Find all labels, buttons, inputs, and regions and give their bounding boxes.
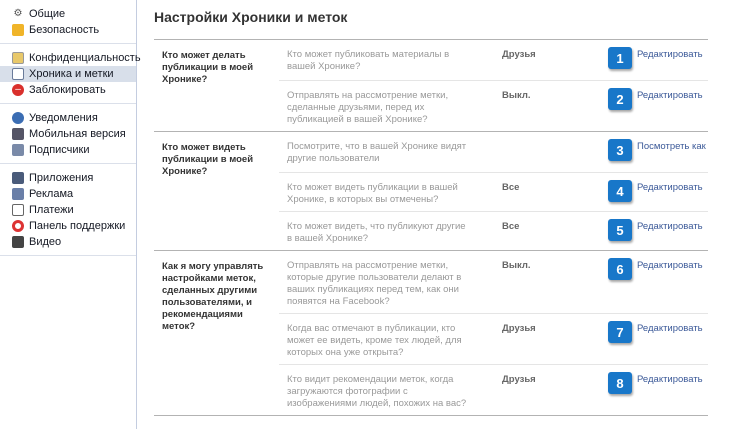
step-number-badge: 4 (608, 180, 632, 202)
setting-question: Отправлять на рассмотрение метки, которые другие пользователи делают в ваших публикациях перед тем, как они появятся на Facebook? (287, 260, 462, 307)
lock-icon (12, 52, 24, 64)
setting-question: Когда вас отмечают в публикации, кто может ее видеть, кроме тех людей, для которых она уже открыта? (287, 323, 462, 358)
sidebar-item[interactable] (0, 234, 136, 250)
sidebar-item-label: Платежи (29, 204, 74, 216)
settings-sections (154, 39, 708, 416)
sidebar-item-label: Реклама (29, 188, 74, 200)
edit-link[interactable]: Редактировать (637, 221, 703, 232)
section-rows (279, 251, 708, 415)
sidebar-group (0, 104, 136, 164)
edit-link[interactable]: Редактировать (637, 90, 703, 101)
setting-value: Все (502, 221, 520, 232)
edit-link[interactable]: Редактировать (637, 260, 703, 271)
edit-link[interactable]: Редактировать (637, 49, 703, 60)
setting-row (279, 132, 708, 173)
settings-section (154, 40, 708, 132)
sidebar-item[interactable] (0, 50, 141, 66)
step-number-badge: 5 (608, 219, 632, 241)
globe-icon (12, 112, 24, 124)
step-number-badge: 1 (608, 47, 632, 69)
settings-section (154, 132, 708, 251)
sidebar-item-label: Панель поддержки (29, 220, 126, 232)
step-number-badge: 6 (608, 258, 632, 280)
setting-question: Посмотрите, что в вашей Хронике видят другие пользователи (287, 141, 467, 164)
block-icon: – (12, 84, 24, 96)
sidebar-item-label: Безопасность (29, 24, 100, 36)
sidebar-item[interactable] (0, 110, 136, 126)
sidebar-item[interactable] (0, 218, 136, 234)
edit-link[interactable]: Посмотреть как (637, 141, 706, 152)
setting-value: Все (502, 182, 520, 193)
sidebar-item[interactable] (0, 170, 136, 186)
edit-link[interactable]: Редактировать (637, 323, 703, 334)
setting-question: Кто может видеть публикации в вашей Хронике, в которых вы отмечены? (287, 182, 458, 205)
sidebar-item-label: Хроника и метки (29, 68, 114, 80)
gears-icon: ⚙ (13, 8, 23, 19)
sidebar-group (0, 164, 136, 256)
setting-question: Кто видит рекомендации меток, когда загружаются фотографии с изображениями людей, похожих на вас? (287, 374, 467, 409)
sidebar-item[interactable] (0, 66, 136, 82)
setting-value: Выкл. (502, 90, 531, 101)
apps-icon (12, 172, 24, 184)
setting-question: Отправлять на рассмотрение метки, сделанные друзьями, перед их публикацией в вашей Хронике? (287, 90, 449, 125)
setting-row (279, 212, 708, 250)
sidebar-item[interactable] (0, 82, 136, 98)
sidebar-item[interactable] (0, 202, 136, 218)
sidebar-item-label: Уведомления (29, 112, 98, 124)
setting-row (279, 365, 708, 415)
ads-icon (12, 188, 24, 200)
step-number-badge: 8 (608, 372, 632, 394)
sidebar-item-label: Заблокировать (29, 84, 106, 96)
settings-sidebar (0, 0, 141, 429)
film-icon (12, 236, 24, 248)
sidebar-item[interactable] (0, 142, 136, 158)
setting-value: Друзья (502, 374, 536, 385)
sidebar-item[interactable] (0, 6, 136, 22)
section-label: Кто может видеть публикации в моей Хронике? (162, 142, 254, 177)
edit-link[interactable]: Редактировать (637, 374, 703, 385)
setting-row (279, 40, 708, 81)
mobile-icon (12, 128, 24, 140)
sidebar-item-label: Видео (29, 236, 62, 248)
section-label: Как я могу управлять настройками меток, сделанных другими пользователями, и рекомендациями меток? (162, 261, 264, 332)
setting-row (279, 81, 708, 131)
payments-icon (12, 204, 24, 216)
setting-question: Кто может публиковать материалы в вашей Хронике? (287, 49, 450, 72)
section-rows (279, 132, 708, 250)
page-title: Настройки Хроники и меток (154, 9, 348, 25)
sidebar-item-label: Общие (29, 8, 66, 20)
sidebar-item-label: Мобильная версия (29, 128, 126, 140)
edit-link[interactable]: Редактировать (637, 182, 703, 193)
step-number-badge: 2 (608, 88, 632, 110)
setting-row (279, 314, 708, 365)
lifebuoy-icon (12, 220, 24, 232)
step-number-badge: 3 (608, 139, 632, 161)
rss-icon (12, 144, 24, 156)
sidebar-item[interactable] (0, 22, 136, 38)
sidebar-item[interactable] (0, 126, 136, 142)
setting-value: Друзья (502, 49, 536, 60)
sidebar-group (0, 44, 141, 104)
sidebar-item-label: Подписчики (29, 144, 90, 156)
timeline-icon (12, 68, 24, 80)
section-rows (279, 40, 708, 131)
sidebar-item[interactable] (0, 186, 136, 202)
sidebar-item-label: Конфиденциальность (29, 52, 141, 64)
step-number-badge: 7 (608, 321, 632, 343)
setting-row (279, 173, 708, 212)
sidebar-group (0, 0, 136, 44)
setting-value: Выкл. (502, 260, 531, 271)
setting-value: Друзья (502, 323, 536, 334)
setting-row (279, 251, 708, 314)
sidebar-item-label: Приложения (29, 172, 94, 184)
setting-question: Кто может видеть, что публикуют другие в вашей Хронике? (287, 221, 466, 244)
badge-icon (12, 24, 24, 36)
section-label: Кто может делать публикации в моей Хронике? (162, 50, 254, 85)
settings-section (154, 251, 708, 416)
